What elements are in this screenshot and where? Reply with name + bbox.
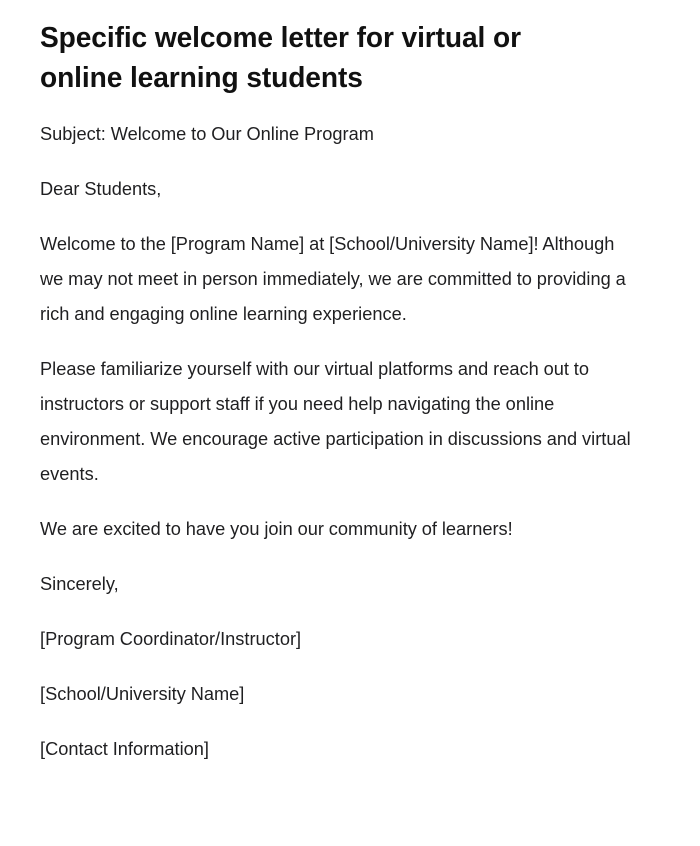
paragraph-welcome: Welcome to the [Program Name] at [School/University Name]! Although we may not meet in person immediately, we are committed to providing a rich and engaging online learning experience. <box>40 233 626 324</box>
signature-institution: [School/University Name] <box>40 683 245 704</box>
subject-line: Subject: Welcome to Our Online Program <box>40 123 374 144</box>
closing: Sincerely, <box>40 573 119 594</box>
page-title: Specific welcome letter for virtual or online learning students <box>40 22 521 94</box>
signature-contact: [Contact Information] <box>40 738 209 759</box>
paragraph-excited: We are excited to have you join our community of learners! <box>40 518 513 539</box>
salutation: Dear Students, <box>40 178 162 199</box>
paragraph-platforms: Please familiarize yourself with our virtual platforms and reach out to instructors or support staff if you need help navigating the online environment. We encourage active participation in discussions and virtual events. <box>40 358 631 484</box>
signature-role: [Program Coordinator/Instructor] <box>40 628 302 649</box>
letter-body <box>40 116 640 766</box>
